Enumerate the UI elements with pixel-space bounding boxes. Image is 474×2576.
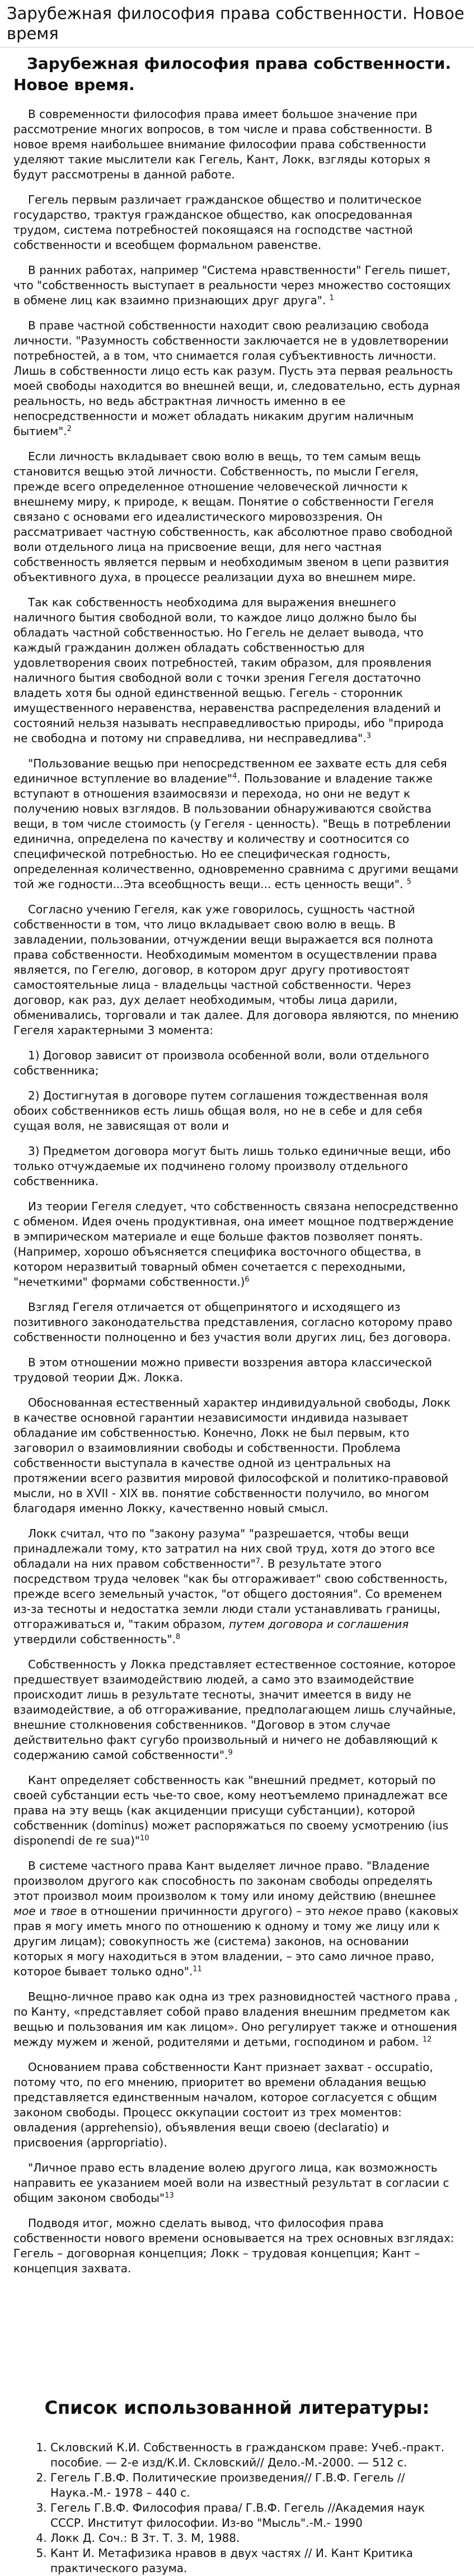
footnote-marker: 12 (422, 2035, 432, 2044)
paragraph-3 (13, 263, 461, 308)
paragraph-19 (13, 1858, 461, 1979)
paragraph-20-text: Вещно-личное право как одна из трех разновидностей частного права , по Канту, «представляет собой право владения внешним предметом как вещью и пользования им как лицом». Оно регулирует также и отношения между мужем и женой, родителями и детьми, господином и рабом. (13, 1990, 458, 2049)
paragraph-16-text-a: Локк считал, что по "закону разума" "разрешается, чтобы вещи принадлежали тому, кто затратил на них свой труд, хотя до этого все обладали на них правом собственности" (13, 1527, 435, 1570)
reference-item: 3. Гегель Г.В.Ф. Философия права/ Г.В.Ф. Гегель //Академия наук СССР. Институт философии. Из-во "Мысль".-М.- 1990 (50, 2500, 447, 2531)
paragraph-3-text: В ранних работах, например "Система нравственности" Гегель пишет, что "собственность выступает в реальности через множество состоящих в обмене лиц как взаимно признающих друг друга". (13, 263, 451, 307)
paragraph-17-text: Собственность у Локка представляет естественное состояние, которое предшествует взаимодействию людей, а само это взаимодействие происходит лишь в результате тесноты, значит имеется в виду не взаимодействие, а об отгораживание, предполагающем лишь случайные, внешние столкновения собственников. "Договор в этом случае действительно факт сугубо произвольный и ничего не добавляющий к содержанию самой собственности". (13, 1658, 456, 1762)
references-list (13, 2440, 461, 2576)
paragraph-12 (13, 1199, 461, 1290)
paragraph-9: 1) Договор зависит от произвола особенной воли, воли отдельного собственника; (13, 1049, 429, 1077)
paragraph-17 (13, 1657, 461, 1763)
paragraph-19-text-b: и (35, 1904, 50, 1918)
paragraph-18 (13, 1773, 461, 1848)
reference-item: 5. Кант И. Метафизика нравов в двух частях // И. Кант Критика практического разума. (50, 2546, 447, 2576)
reference-item: 1. Скловский К.И. Собственность в гражданском праве: Учеб.-практ. пособие. — 2-е изд/К.И. Скловский// Дело.-М.-2000. — 512 с. (50, 2440, 447, 2470)
reference-item: 4. Локк Д. Соч.: В 3т. Т. 3. М, 1988. (50, 2531, 447, 2546)
paragraph-11: 3) Предметом договора могут быть лишь только единичные вещи, ибо только отчуждаемые их подчинено голому произволу отдельного собственника. (13, 1144, 451, 1188)
footnote-marker: 6 (245, 1275, 250, 1284)
footnote-marker: 10 (140, 1834, 149, 1843)
paragraph-19-italic-2: твое (50, 1904, 77, 1918)
paragraph-23: Подводя итог, можно сделать вывод, что философия права собственности нового времени основывается на трех основных взглядах: Гегель – договорная концепция; Локк – трудовая концепция; Кант – концепция захвата. (13, 2216, 454, 2275)
paragraph-8: Согласно учению Гегеля, как уже говорилось, сущность частной собственности в том, что лицо вкладывает свою волю в вещь. В завладении, пользовании, отчуждении вещи выражается вся полнота права собственности. Необходимым моментом в осуществлении права является, по Гегелю, договор, в котором друг другу противостоят самостоятельные лица - владельцы частной собственности. Через договор, как раз, дух делает необходимым, чтобы лица дарили, обменивались, торговали и так далее. Для договора являются, по мнению Гегеля характерными 3 момента: (13, 903, 459, 1037)
paragraph-6 (13, 595, 461, 746)
footnote-marker: 9 (228, 1748, 233, 1757)
paragraph-7-text-a: "Пользование вещью при непосредственном ее захвате есть для себя единичное вступление во владение" (13, 757, 447, 785)
paragraph-14: В этом отношении можно привести воззрения автора классической трудовой теории Дж. Локка. (13, 1356, 433, 1384)
paragraph-22-text: "Личное право есть владение волею другого лица, как возможность направить ее указанием моей воли на известный результат в согласии с общим законом свободы" (13, 2161, 449, 2205)
references-title: Список использованной литературы: (44, 2397, 430, 2418)
paragraph-5: Если личность вкладывает свою волю в вещь, то тем самым вещь становится вещью этой личности. Собственность, по мысли Гегеля, прежде всего определенное отношение человеческой личности к внешнему миру, к природе, к вещам. Понятие о собственности Гегеля связано с основами его идеалистического мировоззрения. Он рассматривает частную собственность, как абсолютное право свободной воли отдельного лица на присвоение вещи, для него частная собственность является первым и необходимым звеном в цепи развития объективного духа, в процессе реализации духа во внешнем мире. (13, 450, 453, 584)
paragraph-1: В современности философия права имеет большое значение при рассмотрение многих вопросов, в том числе и права собственности. В новое время наибольшее внимание философии права собственности уделяют такие мыслители как Гегель, Кант, Локк, взгляды которых я будут рассмотрены в данной работе. (13, 107, 433, 181)
paragraph-19-text-d: право (каковых прав я могу иметь много по отношению к одному и тому же лицу или к другим лицам); совокупность же (система) законов, на основании которых я могу находиться в этом владении, – это само личное право, которое бывает только одно". (13, 1904, 459, 1978)
footnote-marker: 7 (255, 1557, 261, 1566)
footnote-marker: 2 (67, 424, 72, 433)
paragraph-19-italic-1: мое (13, 1904, 36, 1918)
article-heading: Зарубежная философия права собственности. Новое время. (13, 54, 452, 94)
paragraph-4 (13, 318, 461, 439)
page-title: Зарубежная философия права собственности. Новое время (0, 0, 474, 48)
paragraph-15: Обоснованная естественный характер индивидуальной свободы, Локк в качестве основной гарантии независимости индивида называет обладание им собственностью. Конечно, Локк не был первым, кто заговорил о взаимовлиянии свободы и собственности. Проблема собственности выступала в качестве одной из центральных на протяжении всего развития мировой философской и политико-правовой мысли, но в XVII - XIX вв. понятие собственности получило, во многом благодаря именно Локку, качественно новый смысл. (13, 1396, 451, 1515)
paragraph-18-text: Кант определяет собственность как "внешний предмет, который по своей субстанции есть чье-то свое, кому неотъемлемо принадлежат все права на эту вещь (как акциденции присущи субстанции), которой собственник (dominus) может распоряжаться по своему усмотрению (ius disponendi de re sua)" (13, 1773, 449, 1847)
paragraph-21: Основанием права собственности Кант признает захват - occupatio, потому что, по его мнению, приоритет во времени обладания вещью представляется единственным началом, которое согласуется с общим законом свободы. Процесс оккупации состоит из трех моментов: овладения (apprehensio), объявления вещи своею (declaratio) и присвоения (appropriatio). (13, 2060, 437, 2149)
footnote-marker: 13 (165, 2191, 174, 2200)
paragraph-20 (13, 1989, 461, 2050)
footnote-marker: 4 (232, 772, 237, 781)
paragraph-16 (13, 1526, 461, 1647)
paragraph-7-text-b: . Пользование и владение также вступают в отношения взаимосвязи и перехода, но они не ведут к получению новых взглядов. В пользовании обнаруживаются свойства вещи, в том числе стоимость (у Гегеля - ценность). "Вещь в потреблении единична, определена по качеству и количеству и соотносится со специфической потребностью. Но ее специфическая годность, определенная количественно, одновременно сравнима с другими вещами той же годности...Эта всеобщность вещи... есть ценность вещи". (13, 772, 459, 891)
paragraph-7 (13, 756, 461, 892)
paragraph-4-text: В праве частной собственности находит свою реализацию свобода личности. "Разумность собственности заключается не в удовлетворении потребностей, а в том, что снимается голая субъективность личности. Лишь в собственности лицо есть как разум. Пусть эта первая реальность моей свободы находится во внешней вещи, и, следовательно, есть дурная реальность, но ведь абстрактная личность именно в ее непосредственности и может обладать никаким другим наличным бытием". (13, 319, 461, 438)
paragraph-16-text-c: утвердили собственность". (13, 1633, 176, 1646)
footnote-marker: 1 (329, 294, 334, 303)
paragraph-2: Гегель первым различает гражданское общество и политическое государство, трактуя гражданское общество, как опосредованная трудом, система потребностей покоящаяся на господстве частной собственности и всеобщем формальном равенстве. (13, 193, 422, 252)
footnote-marker: 11 (193, 1965, 202, 1974)
paragraph-13: Взгляд Гегеля отличается от общепринятого и исходящего из позитивного законодательства представления, согласно которому право собственности полноценно и без участия воли других лиц, без договора. (13, 1300, 453, 1344)
footnote-marker: 8 (175, 1633, 181, 1641)
paragraph-19-text-a: В системе частного права Кант выделяет личное право. "Владение произволом другого как способность по законам свободы определять этот произвол моим произволом к тому или иному действию (внешнее (13, 1859, 436, 1903)
paragraph-19-italic-3: некое (328, 1904, 363, 1918)
paragraph-10: 2) Достигнутая в договоре путем соглашения тождественная воля обоих собственников есть лишь общая воля, но не в себе и для себя сущая воля, не зависящая от воли и (13, 1089, 429, 1133)
article (0, 48, 474, 2576)
paragraph-6-text: Так как собственность необходима для выражения внешнего наличного бытия свободной воли, то каждое лицо должно было бы обладать частной собственностью. Но Гегель не делает вывода, что каждый гражданин должен обладать собственностью для удовлетворения своих потребностей, таким образом, для проявления наличного бытия свободной воли с точки зрения Гегеля достаточно владеть хотя бы одной единственной вещью. Гегель - сторонник имущественного неравенства, неравенства распределения владений и состояний нельзя называть несправедливостью природы, ибо "природа не свободна и потому ни справедлива, ни несправедлива". (13, 596, 444, 745)
paragraph-19-text-c: в отношении причинности другого) – это (77, 1904, 328, 1918)
paragraph-16-text-b: . В результате этого посредством труда человек "как бы отгораживает" свою собственность, прежде всего земельный участок, "от общего достояния". Со временем из-за тесноты и недостатка земли люди стали устанавливать границы, отгораживаться и, "таким образом, (13, 1557, 448, 1631)
paragraph-22 (13, 2160, 461, 2206)
paragraph-16-italic: путем договора и соглашения (229, 1617, 409, 1631)
reference-item: 2. Гегель Г.В.Ф. Политические произведения// Г.В.Ф. Гегель //Наука.-М.- 1978 – 440 с. (50, 2470, 447, 2500)
footnote-marker: 5 (406, 877, 412, 886)
footnote-marker: 3 (366, 732, 372, 740)
paragraph-12-text: Из теории Гегеля следует, что собственность связана непосредственно с обменом. Идея очень продуктивная, она имеет мощное подтверждение в эмпирическом материале и еще больше фактов позволяет понять. (Например, хорошо объясняется специфика восточного общества, в котором неразвитый товарный обмен сочетается с переходными, "нечеткими" формами собственности.) (13, 1200, 458, 1289)
